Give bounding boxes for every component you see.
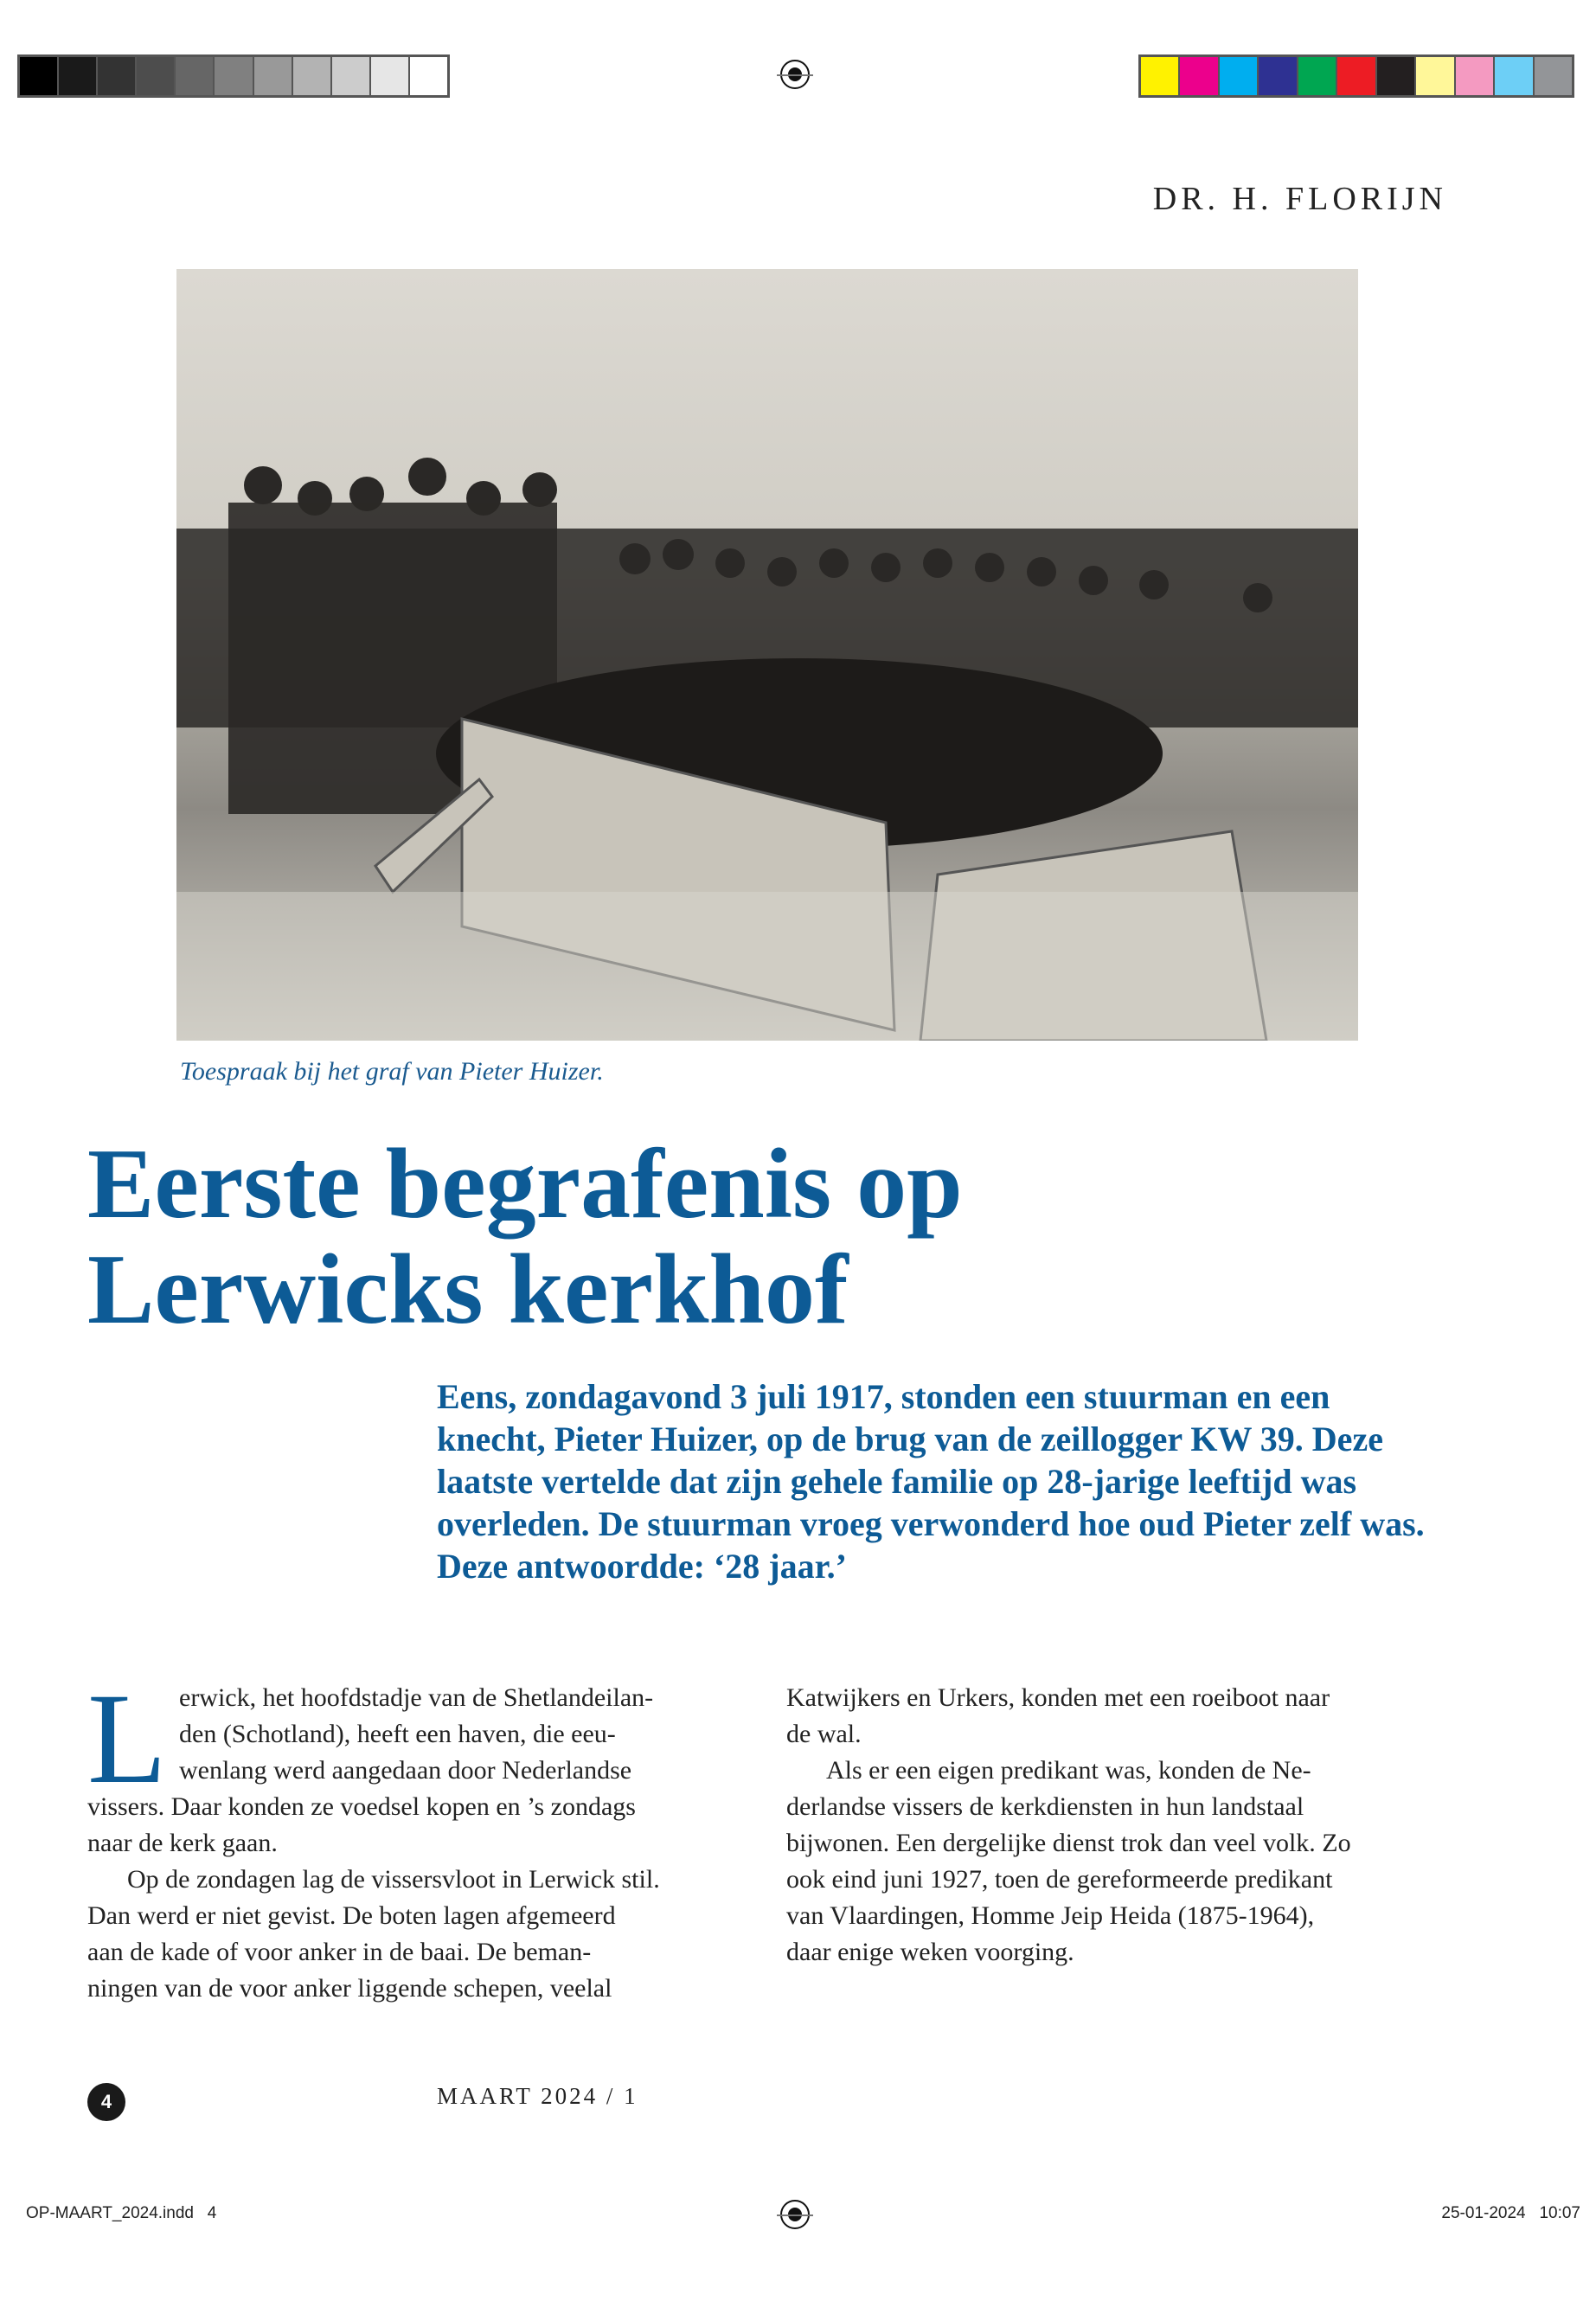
body-line: derlandse vissers de kerkdiensten in hun landstaal xyxy=(786,1792,1304,1821)
body-line: ook eind juni 1927, toen de gereformeerde predikant xyxy=(786,1865,1333,1894)
color-swatch xyxy=(1337,57,1376,95)
body-column-left xyxy=(87,1667,660,2007)
body-line: Katwijkers en Urkers, konden met een roeiboot naar xyxy=(786,1683,1330,1712)
body-line: bijwonen. Een dergelijke dienst trok dan veel volk. Zo xyxy=(786,1829,1351,1857)
color-swatch xyxy=(1259,57,1298,95)
body-line: wenlang werd aangedaan door Nederlandse xyxy=(179,1756,632,1785)
body-line: aan de kade of voor anker in de baai. De beman- xyxy=(87,1938,592,1966)
registration-mark-icon xyxy=(780,2200,810,2229)
body-line: daar enige weken voorging. xyxy=(786,1938,1074,1966)
gray-swatch xyxy=(59,57,98,95)
photo-caption: Toespraak bij het graf van Pieter Huizer. xyxy=(180,1057,604,1086)
gray-swatch xyxy=(20,57,59,95)
gray-swatch xyxy=(215,57,253,95)
body-line: den (Schotland), heeft een haven, die eeu- xyxy=(179,1720,616,1748)
photo-illustration xyxy=(176,269,1358,1041)
gray-swatch xyxy=(98,57,137,95)
gray-swatch xyxy=(176,57,215,95)
color-swatch xyxy=(1416,57,1455,95)
body-line: de wal. xyxy=(786,1720,862,1748)
gray-swatch xyxy=(137,57,176,95)
gray-swatch xyxy=(293,57,332,95)
title-line: Lerwicks kerkhof xyxy=(87,1234,849,1345)
body-line: Op de zondagen lag de vissersvloot in Lerwick stil. xyxy=(127,1865,660,1894)
gray-swatch xyxy=(371,57,410,95)
grayscale-calibration-bar xyxy=(17,54,450,98)
drop-cap: L xyxy=(87,1667,167,1811)
color-swatch xyxy=(1535,57,1572,95)
body-line: ningen van de voor anker liggende schepen, veelal xyxy=(87,1974,612,2003)
page-number: 4 xyxy=(87,2083,125,2121)
color-swatch xyxy=(1220,57,1259,95)
color-swatch xyxy=(1495,57,1534,95)
body-column-right xyxy=(786,1680,1351,1971)
article-title xyxy=(87,1131,963,1343)
article-lead: Eens, zondagavond 3 juli 1917, stonden een stuurman en een knecht, Pieter Huizer, op de brug van de zeillogger KW 39. Deze laatste vertelde dat zijn gehele familie op 28-jarige leeftijd was overleden. De stuurman vroeg verwonderd hoe oud Pieter zelf was. Deze antwoordde: ‘28 jaar.’ xyxy=(437,1377,1425,1586)
body-line: Dan werd er niet gevist. De boten lagen afgemeerd xyxy=(87,1901,616,1930)
color-swatch xyxy=(1180,57,1219,95)
title-line: Eerste begrafenis op xyxy=(87,1129,963,1240)
print-datetime: 25-01-2024 10:07 xyxy=(1441,2204,1580,2222)
body-line: erwick, het hoofdstadje van de Shetlandeilan- xyxy=(179,1683,654,1712)
gray-swatch xyxy=(410,57,447,95)
color-swatch xyxy=(1377,57,1416,95)
color-swatch xyxy=(1298,57,1337,95)
color-calibration-bar xyxy=(1138,54,1574,98)
gray-swatch xyxy=(332,57,371,95)
color-swatch xyxy=(1141,57,1180,95)
gray-swatch xyxy=(254,57,293,95)
color-swatch xyxy=(1456,57,1495,95)
author-name: DR. H. FLORIJN xyxy=(1152,181,1447,217)
registration-mark-icon xyxy=(780,60,810,89)
historical-photo-funeral xyxy=(176,269,1358,1041)
body-line: Als er een eigen predikant was, konden de Ne- xyxy=(826,1756,1311,1785)
file-slug: OP-MAART_2024.indd 4 xyxy=(26,2204,217,2222)
body-line: naar de kerk gaan. xyxy=(87,1829,278,1857)
body-line: vissers. Daar konden ze voedsel kopen en ’s zondags xyxy=(87,1792,636,1821)
body-line: van Vlaardingen, Homme Jeip Heida (1875-1964), xyxy=(786,1901,1315,1930)
issue-label: MAART 2024 / 1 xyxy=(437,2083,638,2109)
